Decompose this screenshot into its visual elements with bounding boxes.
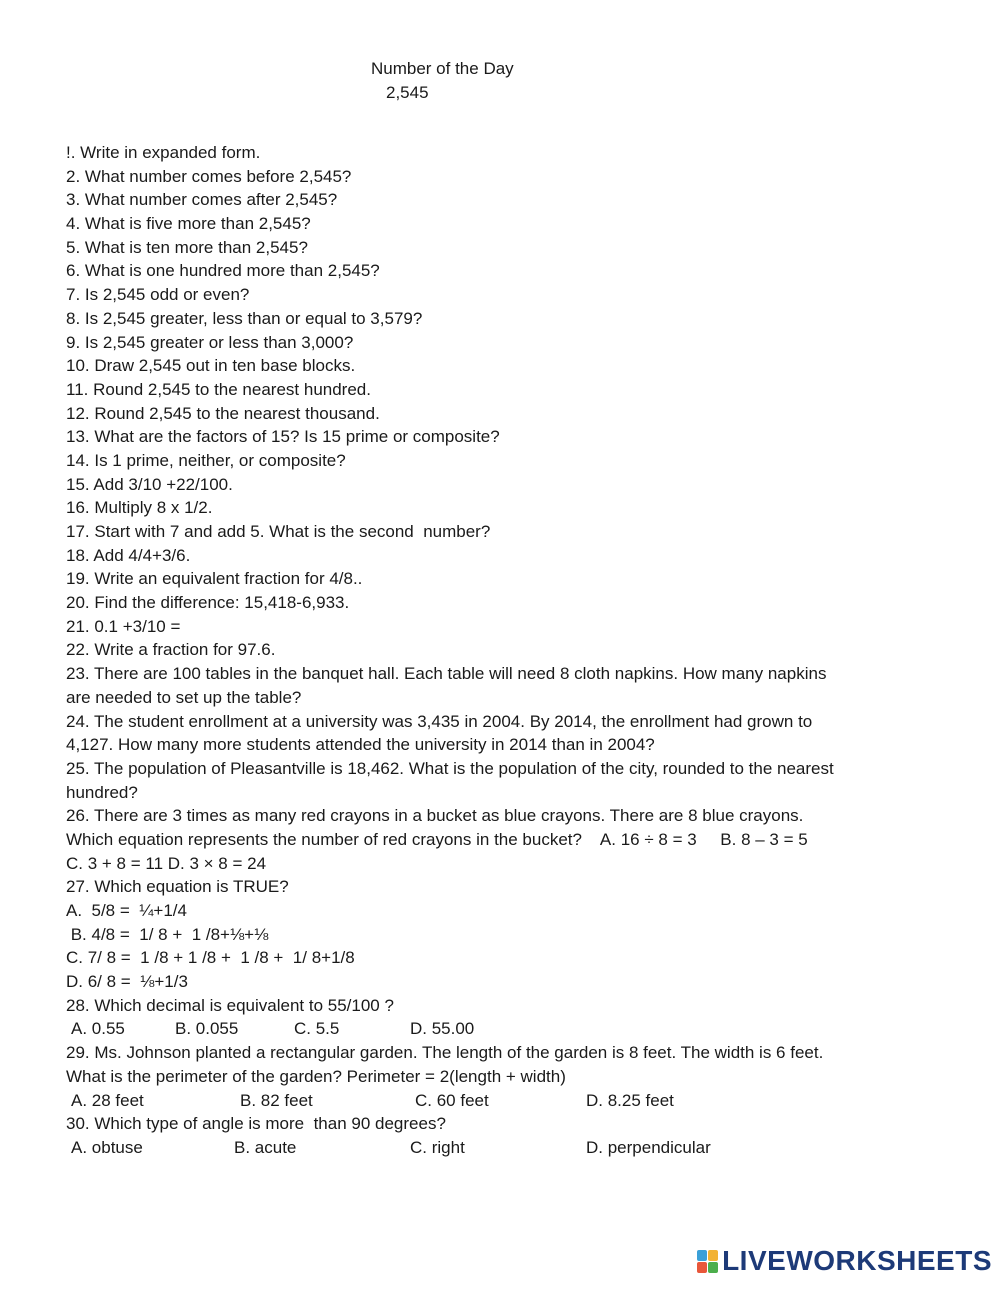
question-line: D. 6/ 8 = ⅛+1/3 bbox=[66, 972, 188, 992]
answer-options bbox=[66, 1089, 936, 1113]
question-line: 20. Find the difference: 15,418-6,933. bbox=[66, 593, 350, 613]
question-line: 30. Which type of angle is more than 90 degrees? bbox=[66, 1114, 446, 1134]
question-list bbox=[66, 141, 936, 1160]
question-line: 9. Is 2,545 greater or less than 3,000? bbox=[66, 332, 354, 352]
number-of-day: 2,545 bbox=[386, 83, 429, 102]
question-line: B. 4/8 = 1/ 8 + 1 /8+⅛+⅛ bbox=[66, 924, 269, 944]
question-line: Which equation represents the number of red crayons in the bucket? A. 16 ÷ 8 = 3 B. 8 – 3 = 5 bbox=[66, 829, 808, 849]
question-line: 3. What number comes after 2,545? bbox=[66, 190, 338, 210]
answer-option: C. right bbox=[410, 1137, 465, 1157]
logo-mark-icon bbox=[697, 1250, 718, 1273]
question-line: hundred? bbox=[66, 782, 138, 802]
question-line: 6. What is one hundred more than 2,545? bbox=[66, 261, 380, 281]
question-line: !. Write in expanded form. bbox=[66, 143, 261, 162]
answer-option: A. 28 feet bbox=[71, 1090, 144, 1110]
question-line: A. 5/8 = ¼+1/4 bbox=[66, 901, 187, 920]
question-line: What is the perimeter of the garden? Perimeter = 2(length + width) bbox=[66, 1066, 566, 1086]
question-line: 2. What number comes before 2,545? bbox=[66, 166, 352, 186]
question-line: 18. Add 4/4+3/6. bbox=[66, 545, 191, 565]
question-line: 24. The student enrollment at a university was 3,435 in 2004. By 2014, the enrollment had grown to bbox=[66, 711, 813, 731]
logo-text: LIVEWORKSHEETS bbox=[722, 1245, 992, 1276]
question-line: C. 3 + 8 = 11 D. 3 × 8 = 24 bbox=[66, 853, 267, 873]
question-line: 21. 0.1 +3/10 = bbox=[66, 616, 181, 636]
answer-option: A. 0.55 bbox=[71, 1019, 125, 1039]
question-line: 12. Round 2,545 to the nearest thousand. bbox=[66, 403, 380, 423]
question-line: 27. Which equation is TRUE? bbox=[66, 877, 289, 897]
question-line: 17. Start with 7 and add 5. What is the second number? bbox=[66, 522, 491, 541]
worksheet-title: Number of the Day bbox=[371, 59, 514, 78]
answer-options bbox=[66, 1017, 936, 1041]
question-line: 23. There are 100 tables in the banquet hall. Each table will need 8 cloth napkins. How many napkins bbox=[66, 664, 827, 684]
answer-option: B. 82 feet bbox=[240, 1090, 313, 1110]
question-line: 7. Is 2,545 odd or even? bbox=[66, 285, 250, 305]
question-line: 14. Is 1 prime, neither, or composite? bbox=[66, 450, 346, 470]
question-line: 26. There are 3 times as many red crayons in a bucket as blue crayons. There are 8 blue crayons. bbox=[66, 806, 804, 826]
question-line: 13. What are the factors of 15? Is 15 prime or composite? bbox=[66, 427, 500, 447]
answer-option: C. 60 feet bbox=[415, 1090, 489, 1110]
question-line: 25. The population of Pleasantville is 18,462. What is the population of the city, rounded to the nearest bbox=[66, 758, 834, 778]
question-line: 4,127. How many more students attended the university in 2014 than in 2004? bbox=[66, 735, 655, 755]
answer-options bbox=[66, 1136, 936, 1160]
question-line: 4. What is five more than 2,545? bbox=[66, 214, 311, 234]
answer-option: C. 5.5 bbox=[294, 1019, 340, 1039]
answer-option: B. acute bbox=[234, 1137, 297, 1157]
question-line: 29. Ms. Johnson planted a rectangular garden. The length of the garden is 8 feet. The width is 6 feet. bbox=[66, 1043, 824, 1063]
answer-option: D. perpendicular bbox=[586, 1137, 711, 1157]
question-line: 10. Draw 2,545 out in ten base blocks. bbox=[66, 356, 356, 376]
question-line: C. 7/ 8 = 1 /8 + 1 /8 + 1 /8 + 1/ 8+1/8 bbox=[66, 948, 355, 968]
answer-option: A. obtuse bbox=[71, 1137, 143, 1157]
question-line: 28. Which decimal is equivalent to 55/100 ? bbox=[66, 995, 394, 1015]
question-line: 15. Add 3/10 +22/100. bbox=[66, 474, 233, 494]
question-line: 19. Write an equivalent fraction for 4/8.. bbox=[66, 569, 363, 589]
answer-option: D. 8.25 feet bbox=[586, 1090, 674, 1110]
question-line: 8. Is 2,545 greater, less than or equal to 3,579? bbox=[66, 308, 423, 328]
question-line: 22. Write a fraction for 97.6. bbox=[66, 640, 276, 660]
question-line: are needed to set up the table? bbox=[66, 687, 302, 707]
liveworksheets-logo bbox=[697, 1245, 992, 1277]
answer-option: B. 0.055 bbox=[175, 1019, 239, 1039]
question-line: 5. What is ten more than 2,545? bbox=[66, 237, 308, 257]
question-line: 11. Round 2,545 to the nearest hundred. bbox=[66, 379, 371, 399]
question-line: 16. Multiply 8 x 1/2. bbox=[66, 498, 213, 518]
answer-option: D. 55.00 bbox=[410, 1019, 475, 1039]
